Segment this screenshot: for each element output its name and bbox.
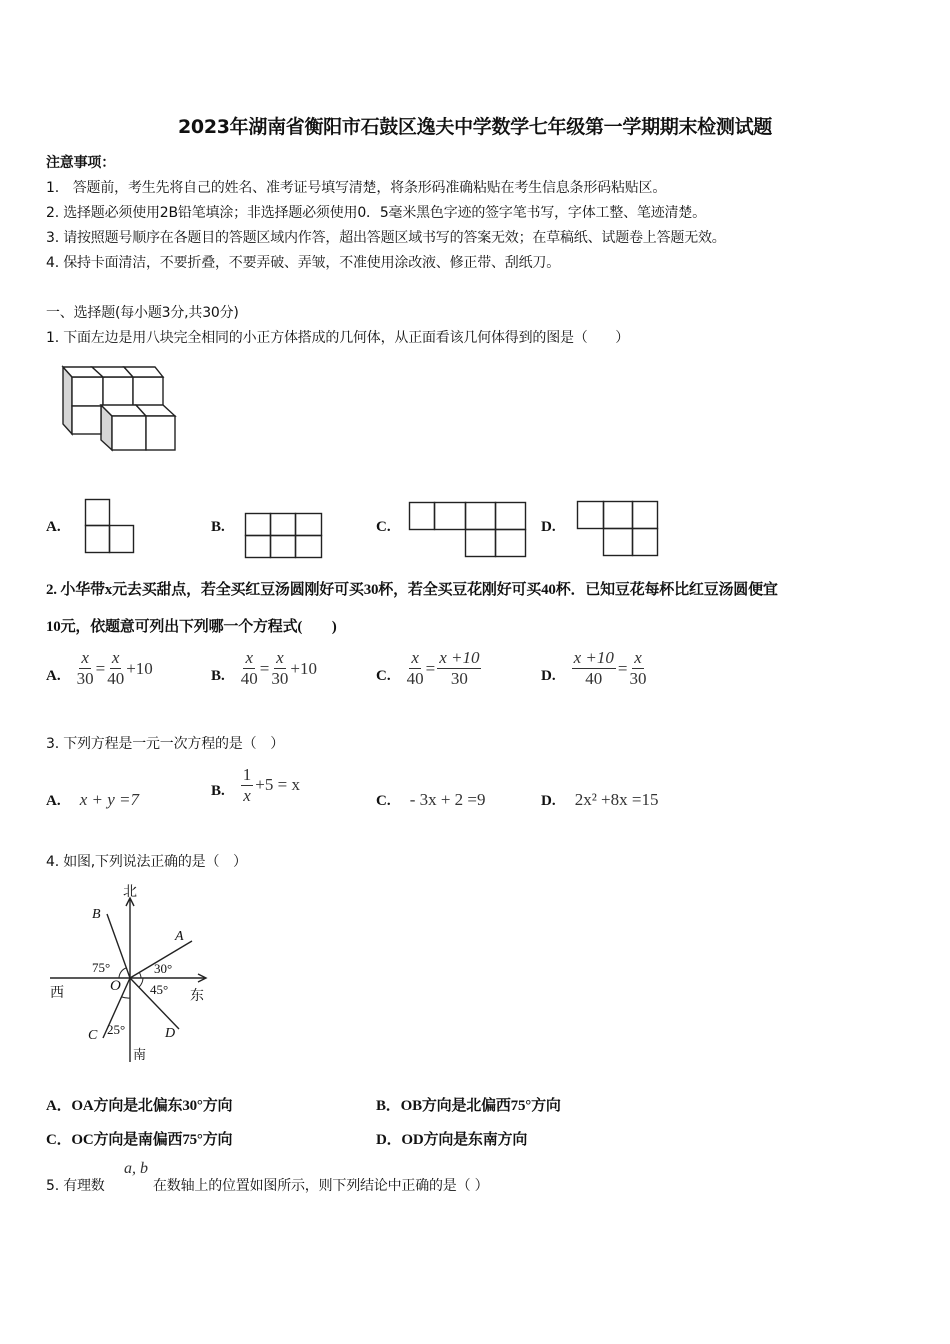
question-2-stem-line2: 10元，依题意可列出下列哪一个方程式( ) xyxy=(46,619,337,635)
south-label: 南 xyxy=(133,1048,147,1063)
q4-option-c[interactable]: C．OC方向是南偏西75°方向 xyxy=(46,1132,233,1148)
q1-option-b-label[interactable]: B. xyxy=(211,519,225,535)
notes-heading: 注意事项： xyxy=(46,155,115,171)
q2-option-a-label: A. xyxy=(46,668,61,684)
q2-option-d-equation: $\frac{x +10}{40}$ = $\frac{x}{30}$ xyxy=(573,648,647,688)
question-3-stem: 3. 下列方程是一元一次方程的是（ ） xyxy=(46,736,285,752)
q4-option-a[interactable]: A．OA方向是北偏东30°方向 xyxy=(46,1098,233,1114)
point-a-label: A xyxy=(175,929,184,944)
q4-option-b[interactable]: B．OB方向是北偏西75°方向 xyxy=(376,1098,561,1114)
q1-option-a-label[interactable]: A. xyxy=(46,519,61,535)
note-item-4: 4. 保持卡面清洁，不要折叠，不要弄破、弄皱，不准使用涂改液、修正带、刮纸刀。 xyxy=(46,255,561,271)
question-5-stem-prefix: 5. 有理数 xyxy=(46,1178,105,1194)
q2-option-c-label: C. xyxy=(376,668,391,684)
q3-option-c-label: C. xyxy=(376,793,391,809)
question-4-stem: 4. 如图,下列说法正确的是（ ） xyxy=(46,854,247,870)
point-d-label: D xyxy=(165,1026,176,1041)
question-1-stem: 1. 下面左边是用八块完全相同的小正方体搭成的几何体，从正面看该几何体得到的图是（ ） xyxy=(46,330,630,346)
point-c-label: C xyxy=(88,1028,98,1043)
west-label: 西 xyxy=(50,985,64,1001)
q1-option-c-label[interactable]: C. xyxy=(376,519,391,535)
q4-option-d[interactable]: D．OD方向是东南方向 xyxy=(376,1132,528,1148)
origin-label: O xyxy=(110,978,121,994)
angle-75-label: 75° xyxy=(92,960,111,975)
q2-option-c-equation: $\frac{x}{40}$ = $\frac{x +10}{30}$ xyxy=(406,648,480,688)
note-item-3: 3. 请按照题号顺序在各题目的答题区域内作答，超出答题区域书写的答案无效；在草稿纸、试题卷上答题无效。 xyxy=(46,230,726,246)
east-label: 东 xyxy=(190,988,204,1004)
question-5-variables: a, b xyxy=(124,1160,148,1177)
question-2-stem-line1: 2. 小华带x元去买甜点，若全买红豆汤圆刚好可买30杯，若全买豆花刚好可买40杯．已知豆花每杯比红豆汤圆便宜 xyxy=(46,582,778,598)
q2-option-b-label: B. xyxy=(211,668,225,684)
q3-option-b-equation: $\frac{1}{x}$ +5 = x xyxy=(242,765,300,805)
angle-25-label: 25° xyxy=(107,1022,126,1037)
q3-option-a-label: A. xyxy=(46,793,61,809)
point-b-label: B xyxy=(92,907,101,922)
q1-option-d-label[interactable]: D. xyxy=(541,519,556,535)
note-item-2: 2. 选择题必须使用2B铅笔填涂；非选择题必须使用0．5毫米黑色字迹的签字笔书写，字体工整、笔迹清楚。 xyxy=(46,205,706,221)
q2-option-a-equation: $\frac{x}{30}$ = $\frac{x}{40}$ +10 xyxy=(76,648,153,688)
q3-option-d-label: D. xyxy=(541,793,556,809)
q2-option-b-equation: $\frac{x}{40}$ = $\frac{x}{30}$ +10 xyxy=(240,648,317,688)
section-heading: 一、选择题(每小题3分,共30分) xyxy=(46,305,239,321)
question-5-stem-suffix: 在数轴上的位置如图所示，则下列结论中正确的是（ ） xyxy=(153,1178,489,1194)
q3-option-c-equation: - 3x + 2 =9 xyxy=(409,790,486,809)
angle-45-label: 45° xyxy=(150,982,169,997)
page-title: 2023年湖南省衡阳市石鼓区逸夫中学数学七年级第一学期期末检测试题 xyxy=(178,116,772,138)
q2-option-d-label: D. xyxy=(541,668,556,684)
q3-option-d-equation: 2x² +8x =15 xyxy=(574,790,659,809)
q3-option-b-label: B. xyxy=(211,783,225,799)
angle-30-label: 30° xyxy=(154,961,173,976)
north-label: 北 xyxy=(123,884,137,900)
note-item-1: 1. 答题前，考生先将自己的姓名、准考证号填写清楚，将条形码准确粘贴在考生信息条形码粘贴区。 xyxy=(46,180,667,196)
q3-option-a-equation: x + y =7 xyxy=(79,790,139,809)
